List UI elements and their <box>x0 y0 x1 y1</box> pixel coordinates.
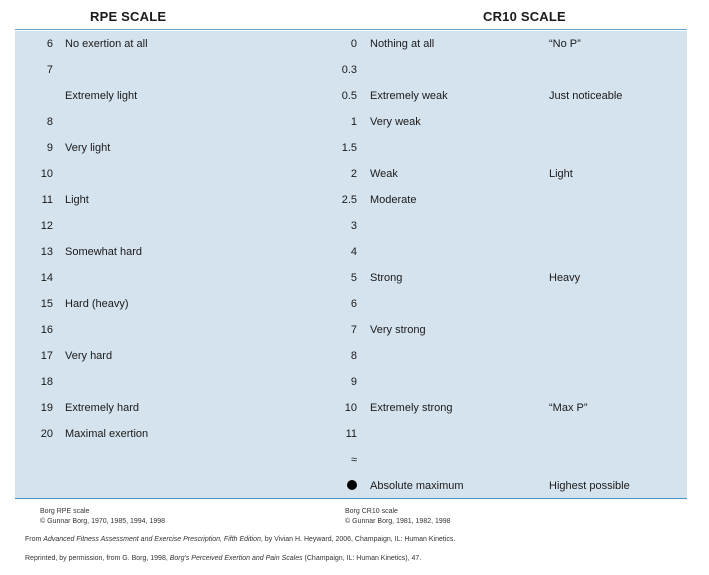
table-row <box>0 421 709 447</box>
cr10-value: 2.5 <box>341 194 357 206</box>
rpe-description: Extremely hard <box>65 402 139 414</box>
table-row <box>0 317 709 343</box>
rpe-value: 15 <box>40 298 53 310</box>
table-row <box>0 161 709 187</box>
table-row <box>0 135 709 161</box>
rpe-value: 9 <box>46 142 53 154</box>
cr10-value: 1.5 <box>341 142 357 154</box>
rpe-description: Very light <box>65 142 111 154</box>
cr10-description: Very weak <box>370 116 421 128</box>
rpe-value: 10 <box>40 168 53 180</box>
rpe-value: 20 <box>40 428 53 440</box>
rpe-description: Extremely light <box>65 90 138 102</box>
cr10-note: Heavy <box>549 272 581 284</box>
cr10-note: Light <box>549 168 573 180</box>
table-row <box>0 343 709 369</box>
table-row <box>0 291 709 317</box>
rpe-source-copyright: © Gunnar Borg, 1970, 1985, 1994, 1998 <box>40 518 166 525</box>
cr10-note: Highest possible <box>549 480 630 492</box>
rpe-description: No exertion at all <box>65 38 148 50</box>
table-row <box>0 109 709 135</box>
top-rule <box>15 29 687 30</box>
rpe-value: 19 <box>40 402 53 414</box>
cr10-value: ≈ <box>350 454 357 466</box>
cr10-value: 10 <box>344 402 357 414</box>
cr10-value: 5 <box>350 272 357 284</box>
cr10-value: 2 <box>350 168 357 180</box>
cr10-description: Very strong <box>370 324 426 336</box>
table-row <box>0 369 709 395</box>
cr10-note: “No P” <box>549 38 581 50</box>
cr10-value: 3 <box>350 220 357 232</box>
rpe-value: 16 <box>40 324 53 336</box>
cr10-value: 9 <box>350 376 357 388</box>
rpe-value: 11 <box>41 194 53 206</box>
table-row <box>0 213 709 239</box>
bullet-icon <box>347 473 357 499</box>
cr10-description: Strong <box>370 272 403 284</box>
rpe-scale-heading: RPE SCALE <box>90 9 167 24</box>
table-row <box>0 83 709 109</box>
cr10-value: 0 <box>350 38 357 50</box>
table-row <box>0 265 709 291</box>
cr10-value: 1 <box>350 116 357 128</box>
cr10-description: Weak <box>370 168 398 180</box>
rpe-description: Maximal exertion <box>65 428 149 440</box>
table-row <box>0 473 709 499</box>
cr10-value: 11 <box>345 428 357 440</box>
table-row <box>0 447 709 473</box>
cr10-value: 4 <box>350 246 357 258</box>
cr10-value: 6 <box>350 298 357 310</box>
rpe-value: 18 <box>40 376 53 388</box>
rpe-description: Very hard <box>65 350 113 362</box>
table-row <box>0 57 709 83</box>
table-row <box>0 31 709 57</box>
cr10-value: 0.3 <box>341 64 357 76</box>
from-citation: From Advanced Fitness Assessment and Exercise Prescription, Fifth Edition, by Vivian H. Heyward, 2006, Champaign, IL: Human Kinetics. <box>25 536 456 543</box>
rpe-source-title: Borg RPE scale <box>40 508 90 515</box>
cr10-source-copyright: © Gunnar Borg, 1981, 1982, 1998 <box>345 518 451 525</box>
cr10-value: 0.5 <box>341 90 357 102</box>
table-row <box>0 395 709 421</box>
rpe-description: Hard (heavy) <box>65 298 129 310</box>
cr10-note: “Max P” <box>549 402 588 414</box>
cr10-description: Absolute maximum <box>370 480 464 492</box>
rpe-value: 17 <box>40 350 53 362</box>
reprint-citation: Reprinted, by permission, from G. Borg, 1998, Borg's Perceived Exertion and Pain Scales (Champaign, IL: Human Kinetics), 47. <box>25 555 422 562</box>
cr10-scale-heading: CR10 SCALE <box>483 9 566 24</box>
cr10-note: Just noticeable <box>549 90 623 102</box>
cr10-value: 7 <box>350 324 357 336</box>
rpe-value: 8 <box>46 116 53 128</box>
cr10-description: Nothing at all <box>370 38 435 50</box>
rpe-value: 6 <box>46 38 53 50</box>
table-row <box>0 187 709 213</box>
cr10-description: Moderate <box>370 194 417 206</box>
table-row <box>0 239 709 265</box>
rpe-value: 7 <box>46 64 53 76</box>
rpe-value: 13 <box>40 246 53 258</box>
rpe-value: 14 <box>40 272 53 284</box>
rpe-description: Light <box>65 194 89 206</box>
cr10-value: 8 <box>350 350 357 362</box>
rpe-description: Somewhat hard <box>65 246 143 258</box>
rpe-value: 12 <box>40 220 53 232</box>
cr10-description: Extremely weak <box>370 90 448 102</box>
cr10-description: Extremely strong <box>370 402 453 414</box>
cr10-source-title: Borg CR10 scale <box>345 508 398 515</box>
